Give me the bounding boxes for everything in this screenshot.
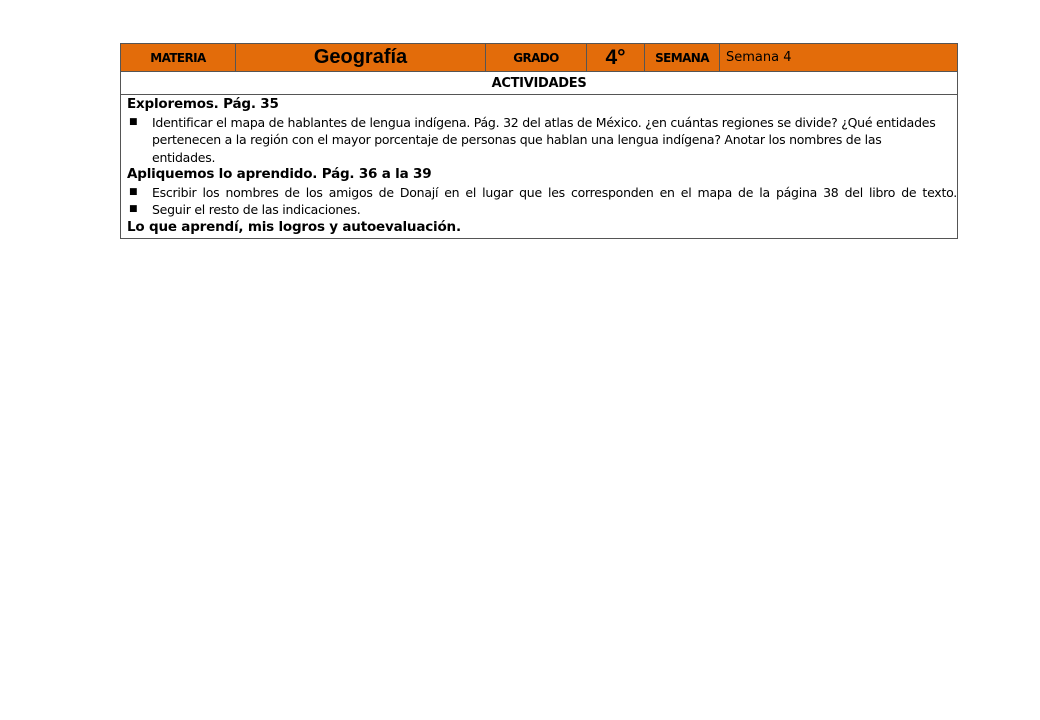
bullet-list: [127, 114, 957, 167]
section-explore: [127, 96, 957, 166]
list-item: [127, 184, 957, 202]
activities-content-row: [121, 95, 958, 239]
list-item: [127, 201, 957, 219]
activities-title: ACTIVIDADES: [121, 72, 958, 95]
subject-value: Geografía: [236, 44, 486, 72]
bullet-icon: ■: [129, 186, 138, 197]
bullet-icon: ■: [129, 116, 138, 127]
section-apply: [127, 166, 957, 219]
list-item-text: Identificar el mapa de hablantes de lengua indígena. Pág. 32 del atlas de México. ¿en cuántas regiones se divide? ¿Qué entidades pertenecen a la región con el mayor porcentaje de personas que hablan una lengua indígena? Anotar los nombres de las entidades.: [152, 114, 936, 165]
section-title: Lo que aprendí, mis logros y autoevaluación.: [127, 218, 461, 235]
week-label: SEMANA: [645, 44, 720, 72]
section-title: Exploremos. Pág. 35: [127, 96, 279, 112]
list-item-text: Escribir los nombres de los amigos de Donají en el lugar que les corresponden en el mapa de la página 38 del libro de texto.: [152, 184, 957, 200]
subject-label: MATERIA: [121, 44, 236, 72]
lesson-plan-table: [120, 43, 958, 239]
section-title: Apliquemos lo aprendido. Pág. 36 a la 39: [127, 166, 432, 182]
activities-title-row: [121, 72, 958, 95]
list-item: [127, 114, 957, 167]
section-self-evaluation: [127, 219, 957, 237]
list-item-text: Seguir el resto de las indicaciones.: [152, 202, 361, 217]
week-value: Semana 4: [720, 44, 958, 72]
grade-label: GRADO: [486, 44, 587, 72]
bullet-list: [127, 184, 957, 219]
grade-value: 4°: [587, 44, 645, 72]
activities-content: [121, 95, 958, 239]
bullet-icon: ■: [129, 204, 138, 214]
header-row: [121, 44, 958, 72]
